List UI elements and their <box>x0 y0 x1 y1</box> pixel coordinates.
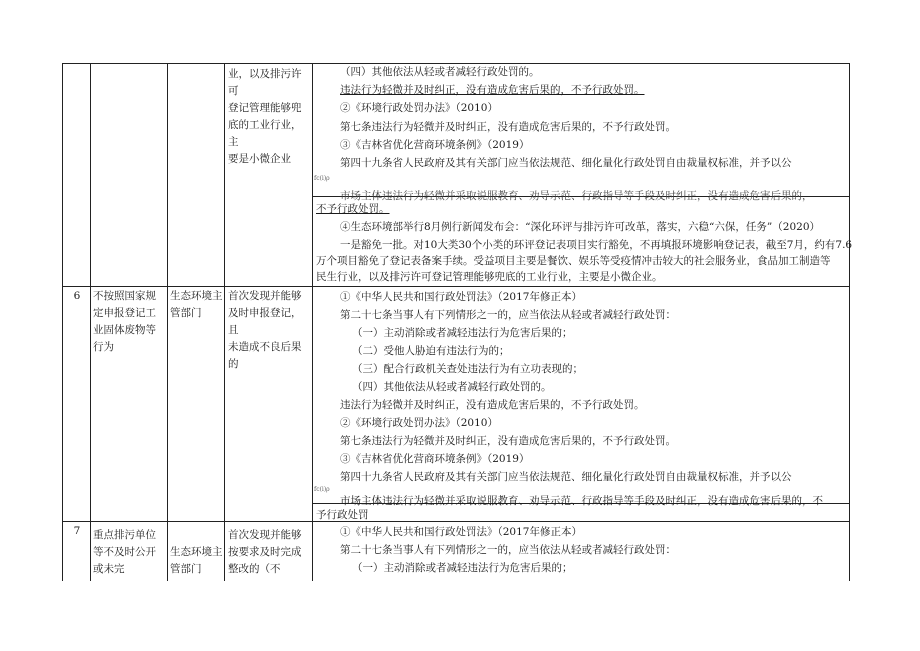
condition-line: 及时申报登记，且 <box>228 307 302 336</box>
row-6-dept-cell <box>170 288 224 322</box>
basis-line: ③《吉林省优化营商环境条例》（2019） <box>340 453 530 465</box>
basis-line: ③《吉林省优化营商环境条例》（2019） <box>340 139 530 151</box>
condition-line: 底的工业行业，主 <box>228 119 302 148</box>
prev-row-basis-cell <box>314 64 853 286</box>
condition-line: 的 <box>228 358 239 370</box>
basis-line: 违法行为轻微并及时纠正，没有造成危害后果的，不予行政处罚。 <box>340 84 645 96</box>
row-number: 6 <box>73 290 81 302</box>
basis-line: ②《环境行政处罚办法》（2010） <box>340 417 498 429</box>
basis-line: 不予行政处罚。 <box>316 203 390 215</box>
dept-line: 管部门 <box>170 307 202 319</box>
tiny-mark: fc(i)ρ <box>314 175 330 182</box>
dept-line: 生态环境主 <box>170 290 223 302</box>
row-6-item-cell <box>93 288 166 356</box>
tiny-mark: fc(i)ρ <box>314 486 330 493</box>
condition-line: 登记管理能够兜 <box>228 102 302 114</box>
condition-line: 整改的（不 <box>228 563 281 575</box>
column-divider-1 <box>90 63 91 581</box>
basis-line: ①《中华人民共和国行政处罚法》（2017年修正本） <box>340 526 582 538</box>
basis-line: （一）主动消除或者减轻违法行为危害后果的； <box>352 562 573 574</box>
row-6-basis-cell <box>316 287 848 521</box>
dept-line: 管部门 <box>170 563 202 575</box>
basis-line: 第四十九条省人民政府及其有关部门应当依法规范、细化量化行政处罚自由裁量权标准，并予以公 <box>340 471 792 483</box>
condition-line: 要是小微企业 <box>228 153 291 165</box>
item-line: 行为 <box>93 341 114 353</box>
condition-line: 按要求及时完成 <box>228 546 302 558</box>
basis-line: （四）其他依法从轻或者减轻行政处罚的。 <box>340 66 540 78</box>
item-line: 定申报登记工 <box>93 307 156 319</box>
condition-line: 首次发现并能够 <box>228 529 302 541</box>
row-7-item-cell <box>93 527 166 578</box>
row-number: 7 <box>73 525 81 537</box>
row-7-dept-cell <box>170 544 224 578</box>
basis-line: ②《环境行政处罚办法》（2010） <box>340 102 498 114</box>
basis-line: 一是豁免一批。对10大类30个小类的环评登记表项目实行豁免，不再填报环境影响登记表，截至7月，约有7.6 <box>340 239 853 251</box>
condition-line: 首次发现并能够 <box>228 290 302 302</box>
column-divider-2 <box>167 63 168 581</box>
basis-line: 第二十七条当事人有下列情形之一的，应当依法从轻或者减轻行政处罚： <box>340 544 676 556</box>
basis-line: 民生行业，以及排污许可登记管理能够兜底的工业行业，主要是小微企业。 <box>316 271 663 283</box>
row-7-number <box>66 523 88 540</box>
basis-line: ①《中华人民共和国行政处罚法》（2017年修正本） <box>340 291 582 303</box>
row-7-condition-cell <box>228 527 311 578</box>
basis-line: ④生态环境部举行8月例行新闻发布会：“深化环评与排污许可改革，落实，六稳“六保，任务”（2020） <box>340 221 821 233</box>
basis-line: 第四十九条省人民政府及其有关部门应当依法规范、细化量化行政处罚自由裁量权标准，并予以公 <box>340 157 792 169</box>
basis-line: （一）主动消除或者减轻违法行为危害后果的； <box>352 327 573 339</box>
basis-line: 第二十七条当事人有下列情形之一的，应当依法从轻或者减轻行政处罚： <box>340 309 676 321</box>
basis-line: 市场主体违法行为轻微并采取说服教育、劝导示范、行政指导等手段及时纠正，没有造成危害后果的，不 <box>340 495 823 507</box>
dept-line: 生态环境主 <box>170 546 223 558</box>
item-line: 业固体废物等 <box>93 324 156 336</box>
basis-line: 违法行为轻微并及时纠正，没有造成危害后果的，不予行政处罚。 <box>340 399 645 411</box>
basis-line: 市场主体违法行为轻微并采取说服教育、劝导示范、行政指导等手段及时纠正，没有造成危害后果的， <box>340 190 813 202</box>
basis-line: 予行政处罚 <box>316 509 369 521</box>
item-line: 等不及时公开 <box>93 546 156 558</box>
item-line: 或未完 <box>93 563 125 575</box>
item-line: 重点排污单位 <box>93 529 156 541</box>
table-border-left <box>62 63 63 581</box>
basis-line: （二）受他人胁迫有违法行为的； <box>352 345 510 357</box>
row-6-number <box>66 288 88 305</box>
basis-line: （三）配合行政机关查处违法行为有立功表现的； <box>352 363 583 375</box>
condition-line: 未造成不良后果 <box>228 341 302 353</box>
column-divider-3 <box>224 63 225 581</box>
basis-line: 万个项目豁免了登记表备案手续。受益项目主要是餐饮、娱乐等受疫情冲击较大的社会服务业，食品加工制造等 <box>316 255 831 267</box>
condition-line: 业，以及排污许可 <box>228 68 302 97</box>
basis-line: 第七条违法行为轻微并及时纠正，没有造成危害后果的，不予行政处罚。 <box>340 121 676 133</box>
basis-line: 第七条违法行为轻微并及时纠正，没有造成危害后果的，不予行政处罚。 <box>340 435 676 447</box>
basis-line: （四）其他依法从轻或者减轻行政处罚的。 <box>352 381 552 393</box>
row-7-basis-cell <box>316 522 848 582</box>
row-6-condition-cell <box>228 288 311 373</box>
prev-row-condition-cell <box>228 66 310 165</box>
item-line: 不按照国家规 <box>93 290 156 302</box>
